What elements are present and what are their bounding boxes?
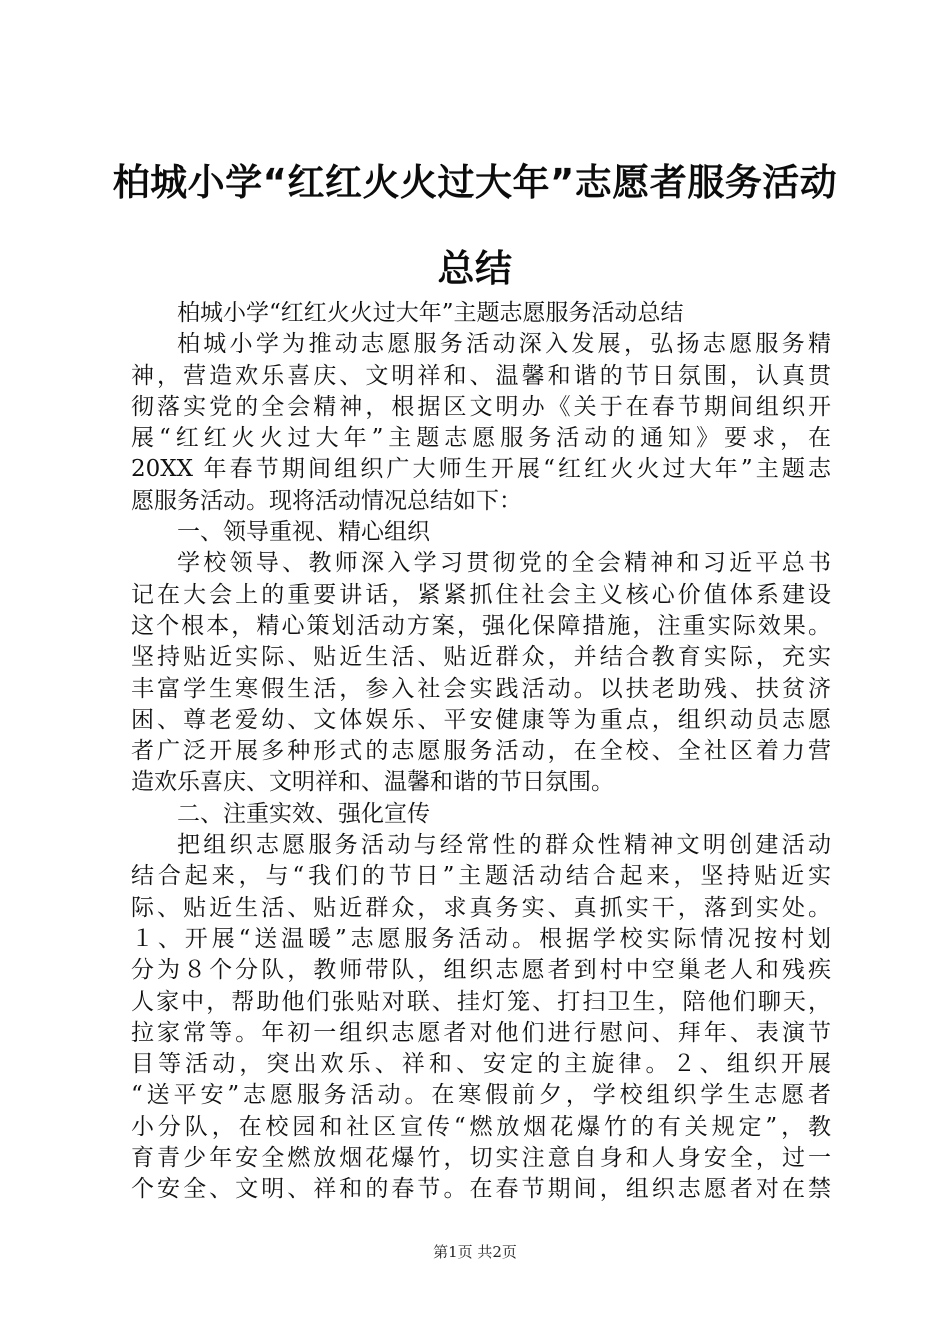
paragraph-line: “送平安”志愿服务活动。在寒假前夕，学校组织学生志愿者 [131, 1082, 831, 1109]
document-body [131, 298, 831, 1206]
paragraph-line: 个安全、文明、祥和的春节。在春节期间，组织志愿者对在禁 [131, 1176, 831, 1203]
document-subtitle: 柏城小学“红红火火过大年”主题志愿服务活动总结 [177, 300, 684, 326]
paragraph-line: 拉家常等。年初一组织志愿者对他们进行慰问、拜年、表演节 [131, 1019, 831, 1046]
paragraph-line: 柏城小学为推动志愿服务活动深入发展，弘扬志愿服务精 [177, 331, 831, 358]
intro-paragraph [131, 329, 831, 517]
paragraph-line: 结合起来，与“我们的节日”主题活动结合起来，坚持贴近实 [131, 863, 831, 890]
paragraph-line: 者广泛开展多种形式的志愿服务活动，在全校、全社区着力营 [131, 738, 831, 765]
paragraph-line: 这个根本，精心策划活动方案，强化保障措施，注重实际效果。 [131, 612, 831, 639]
paragraph-line: 目等活动，突出欢乐、祥和、安定的主旋律。２、组织开展 [131, 1051, 831, 1078]
paragraph-line: 小分队，在校园和社区宣传“燃放烟花爆竹的有关规定”，教 [131, 1113, 831, 1140]
paragraph-line: 把组织志愿服务活动与经常性的群众性精神文明创建活动 [177, 832, 831, 859]
paragraph-line: 丰富学生寒假生活，参入社会实践活动。以扶老助残、扶贫济 [131, 675, 831, 702]
paragraph-line: 人家中，帮助他们张贴对联、挂灯笼、打扫卫生，陪他们聊天， [131, 988, 831, 1015]
page-footer: 第1页 共2页 [433, 1243, 517, 1261]
document-title-line-1: 柏城小学“红红火火过大年”志愿者服务活动 [112, 161, 838, 204]
paragraph-line: 坚持贴近实际、贴近生活、贴近群众，并结合教育实际，充实 [131, 644, 831, 671]
paragraph-line: 育青少年安全燃放烟花爆竹，切实注意自身和人身安全，过一 [131, 1145, 831, 1172]
paragraph-line: 际、贴近生活、贴近群众，求真务实、真抓实干，落到实处。 [131, 894, 831, 921]
document-title-line-2: 总结 [437, 247, 513, 290]
paragraph-line: 神，营造欢乐喜庆、文明祥和、温馨和谐的节日氛围，认真贯 [131, 362, 831, 389]
paragraph-line: 困、尊老爱幼、文体娱乐、平安健康等为重点，组织动员志愿 [131, 706, 831, 733]
paragraph-line: 造欢乐喜庆、文明祥和、温馨和谐的节日氛围。 [131, 769, 614, 796]
paragraph-line: １、开展“送温暖”志愿服务活动。根据学校实际情况按村划 [131, 925, 831, 952]
paragraph-line: 学校领导、教师深入学习贯彻党的全会精神和习近平总书 [177, 550, 831, 577]
paragraph-line: 20XX 年春节期间组织广大师生开展“红红火火过大年”主题志 [131, 456, 831, 483]
paragraph-line: 彻落实党的全会精神，根据区文明办《关于在春节期间组织开 [131, 393, 831, 420]
section-heading-1: 一、领导重视、精心组织 [177, 519, 430, 546]
paragraph-line: 记在大会上的重要讲话，紧紧抓住社会主义核心价值体系建设 [131, 581, 831, 608]
section-heading-2: 二、注重实效、强化宣传 [177, 800, 430, 827]
section-1-paragraph [131, 548, 831, 798]
section-2-paragraph [131, 830, 831, 1206]
paragraph-line: 展“红红火火过大年”主题志愿服务活动的通知》要求，在 [131, 425, 831, 452]
paragraph-line: 愿服务活动。现将活动情况总结如下： [131, 487, 522, 514]
paragraph-line: 分为８个分队，教师带队，组织志愿者到村中空巢老人和残疾 [131, 957, 831, 984]
